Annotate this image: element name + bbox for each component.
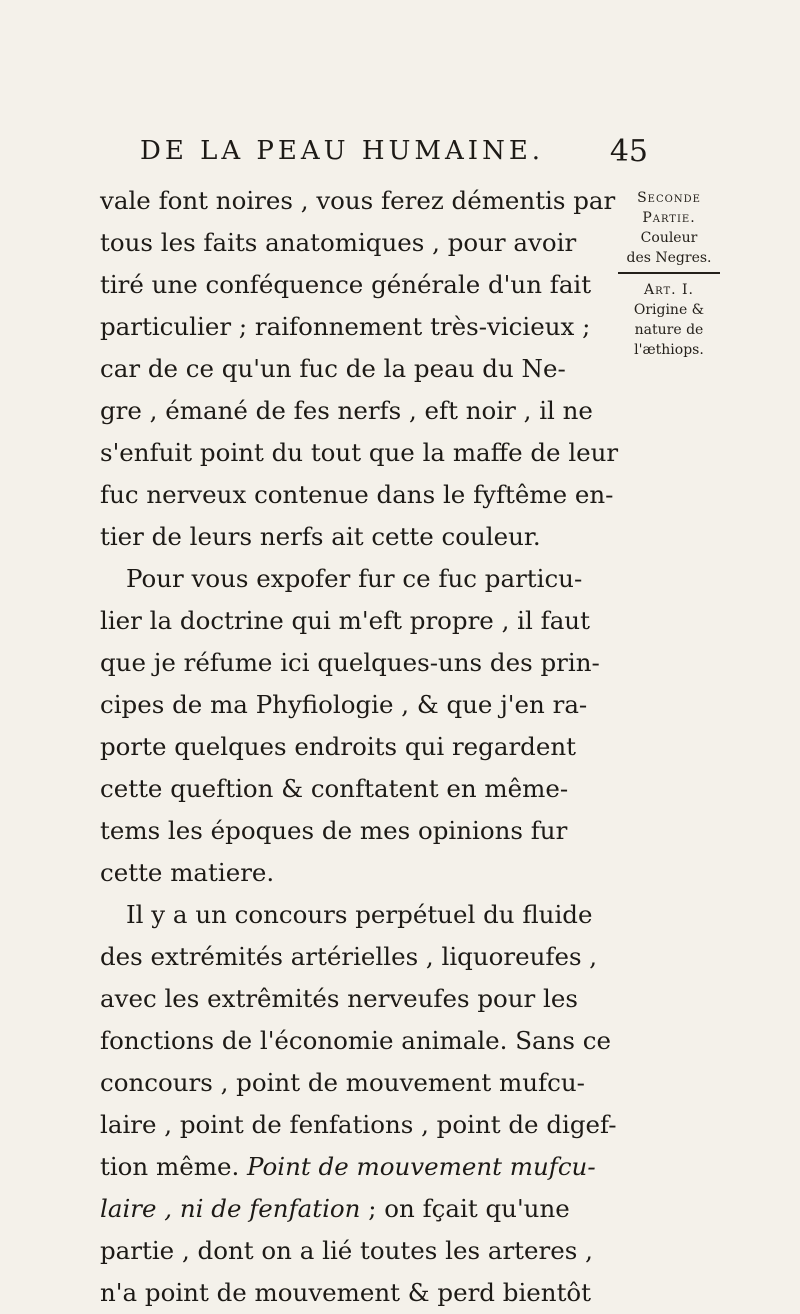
margin-topic: l'æthiops. xyxy=(634,342,704,358)
text-line: s'enfuit point du tout que la maffe de leur xyxy=(100,438,619,467)
text-line: avec les extrêmités nerveufes pour les xyxy=(100,984,578,1013)
running-header xyxy=(140,134,648,169)
main-text xyxy=(100,180,619,1314)
text-segment: ; on fçait qu'une xyxy=(360,1194,570,1223)
margin-part2: Partie. xyxy=(642,210,696,226)
margin-article: Art. I. xyxy=(643,282,694,298)
text-line: lier la doctrine qui m'eft propre , il faut xyxy=(100,606,590,635)
text-line: cette queftion & conftatent en même- xyxy=(100,774,569,803)
text-line: car de ce qu'un fuc de la peau du Ne- xyxy=(100,354,566,383)
running-header-title: DE LA PEAU HUMAINE. xyxy=(140,136,545,166)
margin-rule xyxy=(618,272,720,274)
text-line: n'a point de mouvement & perd bientôt xyxy=(100,1278,592,1307)
margin-topic: nature de xyxy=(634,322,704,338)
margin-part: Seconde xyxy=(637,190,701,206)
text-line: que je réfume ici quelques-uns des prin- xyxy=(100,648,600,677)
text-line: porte quelques endroits qui regardent xyxy=(100,732,576,761)
text-segment: tion même. xyxy=(100,1152,248,1181)
text-line: des extrémités artérielles , liquoreufes , xyxy=(100,942,598,971)
text-line: vale font noires , vous ferez démentis par xyxy=(100,186,616,215)
text-line: cette matiere. xyxy=(100,858,275,887)
text-line: Pour vous expofer fur ce fuc particu- xyxy=(126,564,583,593)
text-line: tous les faits anatomiques , pour avoir xyxy=(100,228,577,257)
text-line xyxy=(100,1188,570,1230)
text-line: laire , point de fenfations , point de digef- xyxy=(100,1110,617,1139)
margin-note xyxy=(614,188,724,360)
text-line: fuc nerveux contenue dans le fyftême en- xyxy=(100,480,614,509)
text-line: tiré une conféquence générale d'un fait xyxy=(100,270,592,299)
italic-quote: Point de mouvement mufcu- xyxy=(247,1152,596,1181)
text-line: tier de leurs nerfs ait cette couleur. xyxy=(100,522,541,551)
margin-subject: Couleur xyxy=(640,230,698,246)
italic-quote: laire , ni de fenfation xyxy=(100,1194,361,1223)
text-line xyxy=(100,1146,596,1188)
margin-topic: Origine & xyxy=(633,302,705,318)
text-line: partie , dont on a lié toutes les arteres , xyxy=(100,1236,593,1265)
text-line: Il y a un concours perpétuel du fluide xyxy=(126,900,593,929)
text-line: concours , point de mouvement mufcu- xyxy=(100,1068,585,1097)
page-number: 45 xyxy=(609,134,648,169)
margin-subject: des Negres. xyxy=(626,250,712,266)
text-line: tems les époques de mes opinions fur xyxy=(100,816,568,845)
text-line: cipes de ma Phyfiologie , & que j'en ra- xyxy=(100,690,588,719)
text-line: particulier ; raifonnement très-vicieux ; xyxy=(100,312,591,341)
text-line: fonctions de l'économie animale. Sans ce xyxy=(100,1026,612,1055)
text-line: gre , émané de fes nerfs , eft noir , il ne xyxy=(100,396,593,425)
